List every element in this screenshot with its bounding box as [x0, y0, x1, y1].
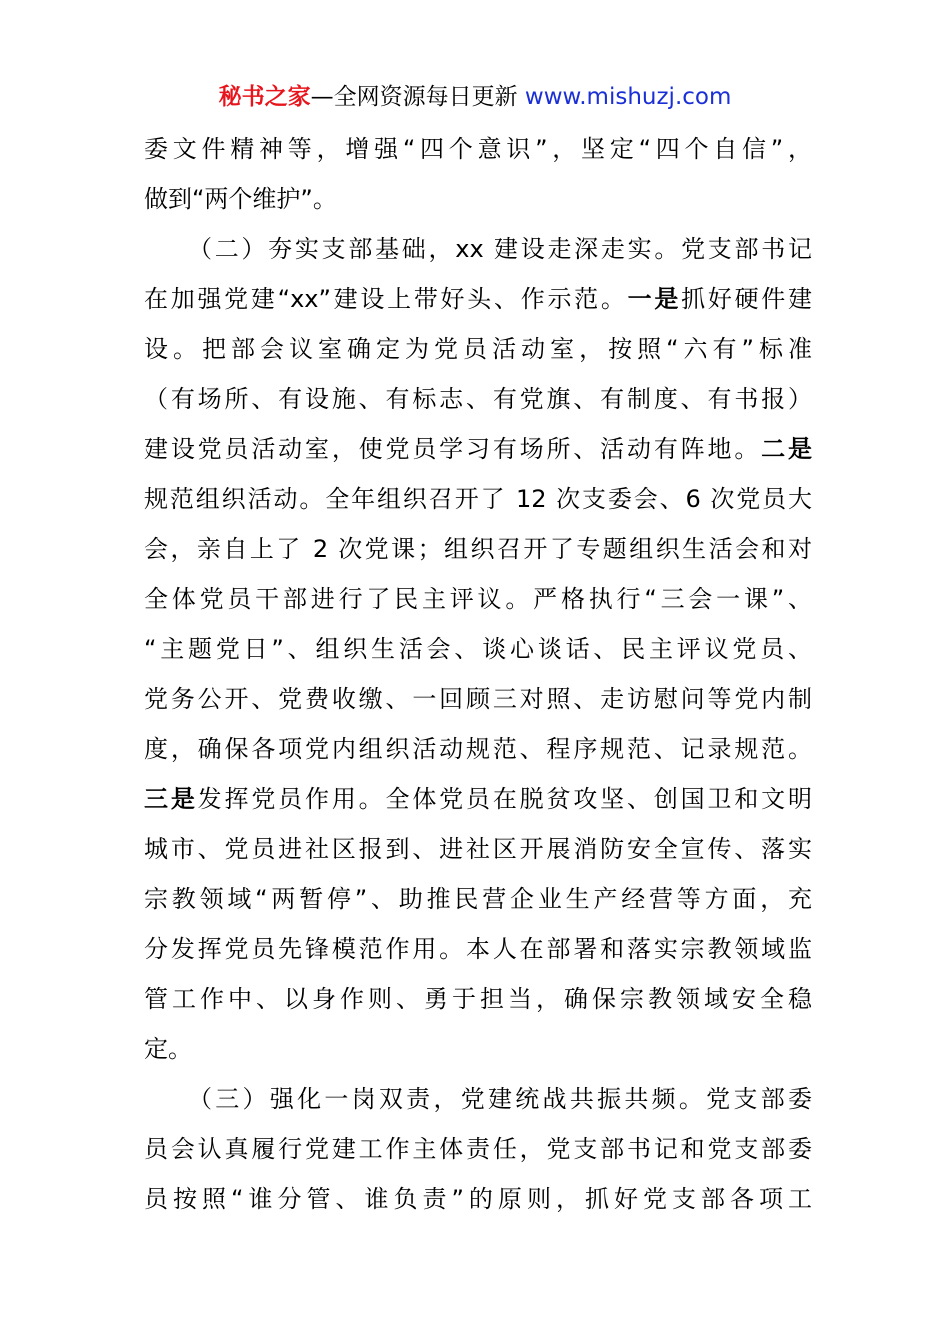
- text-line: 度，确保各项党内组织活动规范、程序规范、记录规范。: [144, 735, 812, 763]
- text-line: 建设党员活动室，使党员学习有场所、活动有阵地。二是: [144, 435, 812, 463]
- site-url: www.mishuzj.com: [524, 84, 732, 110]
- text-line: 会，亲自上了 2 次党课；组织召开了专题组织生活会和对: [144, 535, 812, 563]
- text-line: 三是发挥党员作用。全体党员在脱贫攻坚、创国卫和文明: [144, 785, 812, 813]
- text-line: 宗教领域“两暂停”、助推民营企业生产经营等方面，充: [144, 885, 812, 913]
- text-line: 管工作中、以身作则、勇于担当，确保宗教领域安全稳: [144, 985, 812, 1013]
- header-slogan: —全网资源每日更新: [310, 84, 525, 110]
- text-line: 规范组织活动。全年组织召开了 12 次支委会、6 次党员大: [144, 485, 812, 513]
- text-line: 党务公开、党费收缴、一回顾三对照、走访慰问等党内制: [144, 685, 812, 713]
- text-line: 城市、党员进社区报到、进社区开展消防安全宣传、落实: [144, 835, 812, 863]
- bold-marker: 二是: [761, 435, 812, 463]
- text-line: 员会认真履行党建工作主体责任，党支部书记和党支部委: [144, 1135, 812, 1163]
- text-line: （有场所、有设施、有标志、有党旗、有制度、有书报）: [144, 385, 812, 413]
- text-line: “主题党日”、组织生活会、谈心谈话、民主评议党员、: [144, 635, 812, 663]
- text-line: 在加强党建“xx”建设上带好头、作示范。一是抓好硬件建: [144, 285, 812, 313]
- bold-marker: 三是: [144, 785, 198, 813]
- text-line: 定。: [144, 1035, 192, 1063]
- text-line: 委文件精神等，增强“四个意识”，坚定“四个自信”，: [144, 135, 812, 163]
- document-body: [144, 124, 812, 1224]
- site-watermark-header: [0, 80, 950, 114]
- brand-name: 秘书之家: [218, 84, 311, 110]
- bold-marker: 一是: [627, 285, 682, 313]
- text-line: 做到“两个维护”。: [144, 185, 337, 213]
- section-heading-line: （三）强化一岗双责，党建统战共振共频。党支部委: [188, 1085, 812, 1113]
- text-line: 设。把部会议室确定为党员活动室，按照“六有”标准: [144, 335, 812, 363]
- section-heading-line: （二）夯实支部基础，xx 建设走深走实。党支部书记: [188, 235, 812, 263]
- text-line: 全体党员干部进行了民主评议。严格执行“三会一课”、: [144, 585, 812, 613]
- text-line: 分发挥党员先锋模范作用。本人在部署和落实宗教领域监: [144, 935, 812, 963]
- text-line: 员按照“谁分管、谁负责”的原则，抓好党支部各项工: [144, 1185, 812, 1213]
